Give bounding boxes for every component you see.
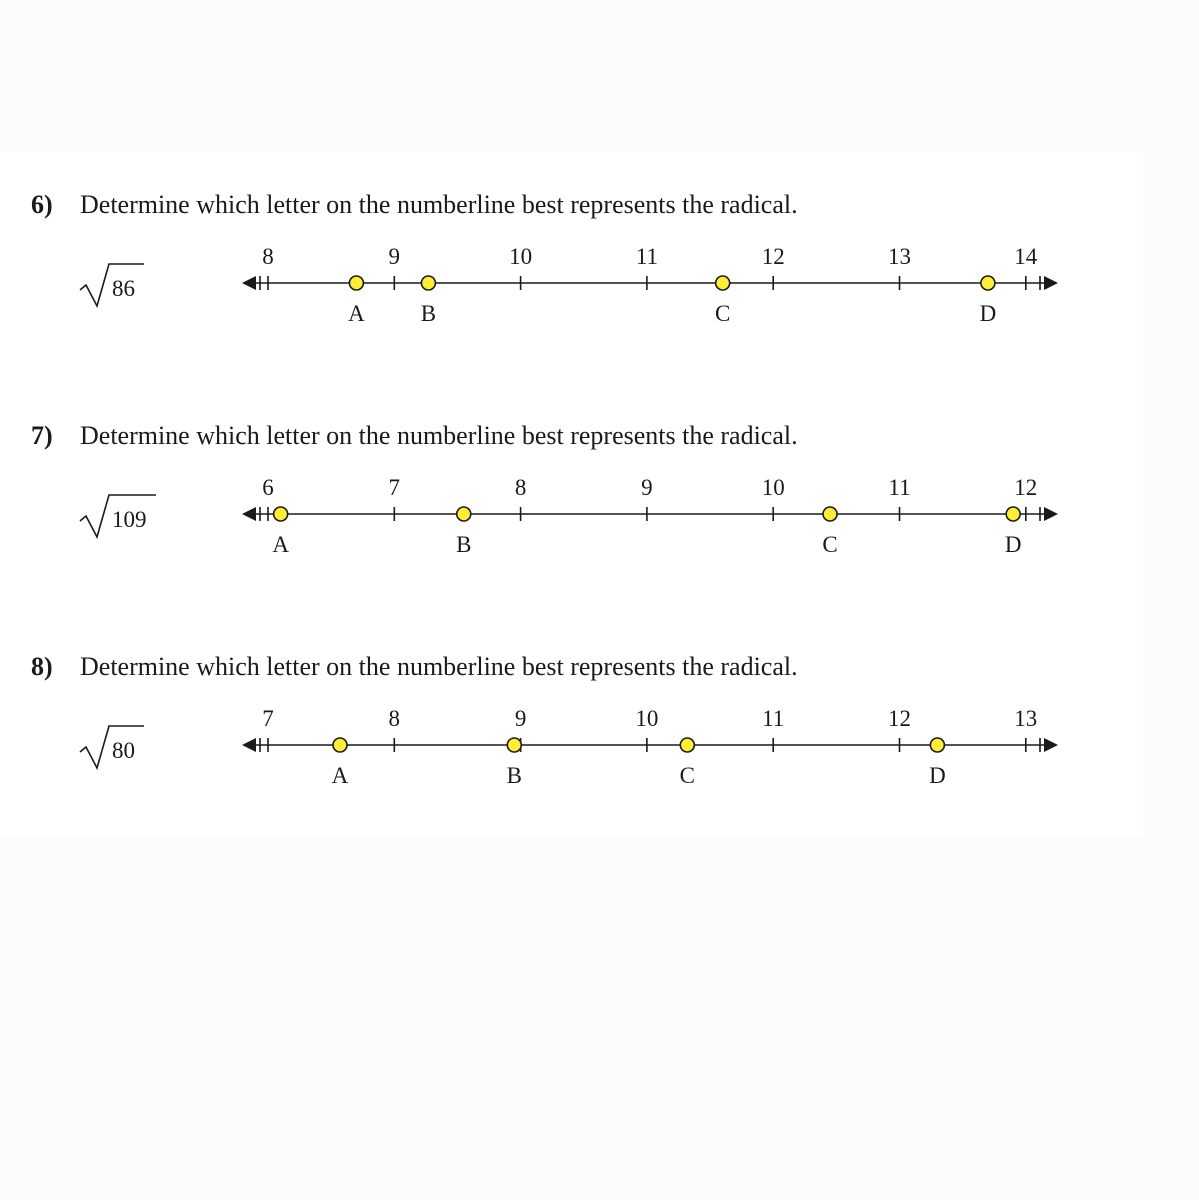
problem-number: 7) <box>31 421 53 450</box>
right-arrow-icon <box>1044 276 1058 290</box>
point-label: D <box>929 763 946 788</box>
point-b <box>457 507 471 521</box>
point-label: D <box>1004 532 1022 557</box>
tick-label: 10 <box>635 706 659 731</box>
problem-8 <box>0 628 1143 828</box>
radicand: 109 <box>112 507 147 532</box>
point-c <box>680 738 694 752</box>
tick-label: 13 <box>888 244 911 269</box>
tick-label: 10 <box>761 475 785 500</box>
radical-expression <box>78 260 158 310</box>
point-b <box>421 276 435 290</box>
point-a <box>349 276 363 290</box>
point-label: A <box>348 301 365 326</box>
radical-expression <box>78 491 158 541</box>
tick-label: 9 <box>514 706 527 731</box>
tick-label: 11 <box>888 475 911 500</box>
point-label: B <box>456 532 472 557</box>
problem-number: 6) <box>31 190 53 219</box>
tick-label: 7 <box>388 475 401 500</box>
problem-number: 8) <box>31 652 53 681</box>
point-c <box>716 276 730 290</box>
left-arrow-icon <box>242 738 256 752</box>
problem-prompt: Determine which letter on the numberline best represents the radical. <box>80 190 798 219</box>
point-c <box>823 507 837 521</box>
radicand: 80 <box>112 738 135 763</box>
left-arrow-icon <box>242 507 256 521</box>
problem-prompt: Determine which letter on the numberline best represents the radical. <box>80 652 798 681</box>
tick-label: 13 <box>1014 706 1038 731</box>
point-d <box>930 738 944 752</box>
tick-label: 11 <box>635 244 658 269</box>
tick-label: 9 <box>388 244 401 269</box>
point-label: A <box>331 763 349 788</box>
point-d <box>1006 507 1020 521</box>
point-label: B <box>506 763 522 788</box>
number-line <box>236 698 1066 788</box>
radical-expression <box>78 722 158 772</box>
worksheet <box>0 152 1143 838</box>
point-d <box>981 276 995 290</box>
tick-label: 12 <box>1014 475 1038 500</box>
tick-label: 8 <box>514 475 527 500</box>
number-line <box>236 467 1066 557</box>
tick-label: 14 <box>1014 244 1038 269</box>
point-label: A <box>272 532 289 557</box>
point-label: C <box>679 763 695 788</box>
right-arrow-icon <box>1044 738 1058 752</box>
problem-prompt: Determine which letter on the numberline best represents the radical. <box>80 421 798 450</box>
radicand: 86 <box>112 276 135 301</box>
tick-label: 12 <box>761 244 785 269</box>
tick-label: 8 <box>388 706 401 731</box>
number-line <box>236 236 1066 326</box>
problem-6 <box>0 166 1143 366</box>
point-label: D <box>979 301 997 326</box>
point-label: B <box>420 301 437 326</box>
tick-label: 7 <box>262 706 274 731</box>
problem-7 <box>0 397 1143 597</box>
tick-label: 8 <box>262 244 274 269</box>
tick-label: 12 <box>888 706 911 731</box>
right-arrow-icon <box>1044 507 1058 521</box>
point-label: C <box>822 532 838 557</box>
point-a <box>333 738 347 752</box>
point-b <box>507 738 521 752</box>
point-a <box>274 507 288 521</box>
tick-label: 9 <box>641 475 653 500</box>
left-arrow-icon <box>242 276 256 290</box>
point-label: C <box>715 301 731 326</box>
tick-label: 10 <box>509 244 533 269</box>
tick-label: 11 <box>762 706 785 731</box>
tick-label: 6 <box>262 475 274 500</box>
